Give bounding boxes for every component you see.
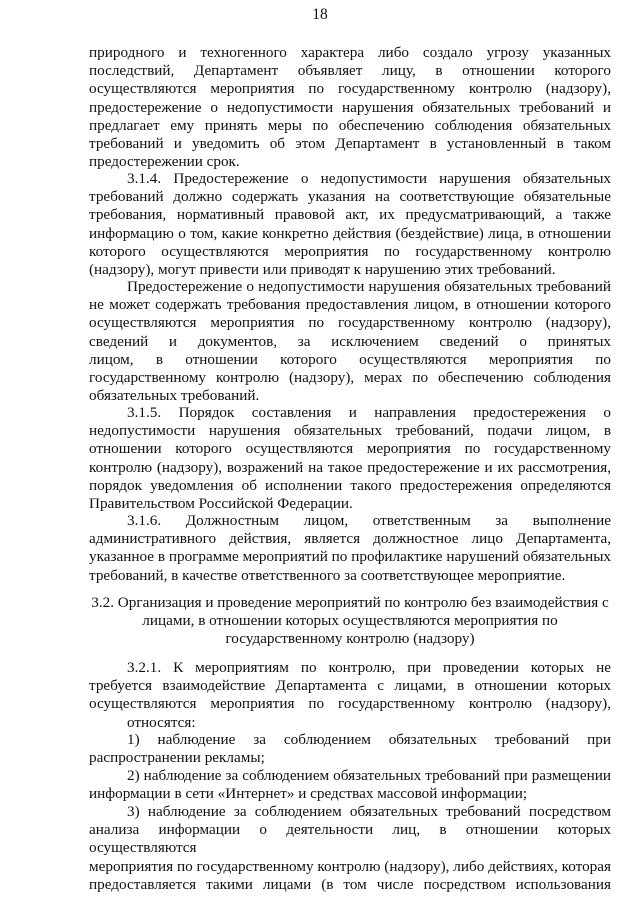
- text-line: предостережении срок.: [89, 153, 240, 171]
- text-line: порядок уведомления об исполнении такого предостережения определяются: [89, 476, 611, 494]
- text-line: (надзору), могут привести или приводят к нарушению этих требований.: [89, 261, 556, 279]
- text-line: 3.1.4. Предостережение о недопустимости нарушения обязательных: [127, 170, 611, 187]
- text-line: требуется взаимодействие Департамента с лицами, в отношении которых: [89, 677, 611, 695]
- text-line: информации в сети «Интернет» и средствах массовой информации;: [89, 785, 528, 803]
- text-line: 3) наблюдение за соблюдением обязательных требований посредством: [127, 803, 611, 820]
- text-line: предоставляется такими лицами (в том числе посредством использования: [89, 875, 611, 893]
- text-line: информацию о том, какие конкретно действия (бездействие) лица, в отношении: [89, 224, 611, 242]
- text-line: лицом, в отношении которого осуществляются мероприятия по: [89, 350, 611, 368]
- text-line: административного действия, является должностное лицо Департамента,: [89, 530, 611, 548]
- text-line: осуществляются мероприятия по государственному контролю (надзору),: [89, 314, 611, 332]
- paragraph-3-2-1: [89, 659, 611, 732]
- text-line: природного и техногенного характера либо создало угрозу указанных: [89, 44, 611, 61]
- paragraph-3-1-6: [89, 512, 611, 585]
- text-line: последствий, Департамент объявляет лицу, в отношении которого: [89, 62, 611, 80]
- page-number: 18: [312, 6, 328, 23]
- text-line: недопустимости нарушения обязательных требований, подачи лицом, в: [89, 422, 611, 440]
- text-line: 2) наблюдение за соблюдением обязательных требований при размещении: [127, 767, 611, 784]
- text-line: осуществляются мероприятия по государственному контролю (надзору),: [89, 695, 611, 713]
- text-line: требования, нормативный правовой акт, их предусматривающий, а также: [89, 206, 611, 224]
- heading-line: лицами, в отношении которых осуществляются мероприятия по: [142, 612, 558, 630]
- text-line: предостережение о недопустимости нарушения обязательных требований и: [89, 98, 611, 116]
- list-item-2: [89, 767, 611, 803]
- text-line: 1) наблюдение за соблюдением обязательных требований при: [127, 731, 611, 748]
- text-line: обязательных требований.: [89, 387, 260, 405]
- paragraph-continuation: [89, 44, 611, 171]
- text-line: осуществляются мероприятия по государственному контролю (надзору),: [89, 80, 611, 98]
- paragraph-3-1-5: [89, 404, 611, 513]
- text-line: 3.1.6. Должностным лицом, ответственным за выполнение: [127, 512, 611, 529]
- text-line: государственному контролю (надзору), мерах по обеспечению соблюдения: [89, 369, 611, 387]
- list-item-3: [89, 803, 611, 894]
- text-line: контролю (надзору), возражений на такое предостережение и их рассмотрения,: [89, 458, 611, 476]
- heading-line: 3.2. Организация и проведение мероприятий по контролю без взаимодействия с: [91, 594, 609, 611]
- text-line: относятся:: [127, 713, 196, 731]
- text-line: мероприятия по государственному контролю (надзору), либо действиях, которая: [89, 857, 611, 875]
- paragraph-3-1-4: [89, 170, 611, 279]
- heading-line: государственному контролю (надзору): [225, 630, 475, 648]
- text-line: 3.2.1. К мероприятиям по контролю, при проведении которых не: [127, 659, 611, 676]
- text-line: отношении которого осуществляются мероприятия по государственному: [89, 440, 611, 458]
- text-line: предлагает ему принять меры по обеспечению соблюдения обязательных: [89, 116, 611, 134]
- text-line: распространении рекламы;: [89, 749, 265, 767]
- paragraph-warning-content: [89, 278, 611, 405]
- text-line: указанное в программе мероприятий по профилактике нарушений обязательных: [89, 548, 611, 566]
- list-item-1: [89, 731, 611, 767]
- text-line: которого осуществляются мероприятия по государственному контролю: [89, 242, 611, 260]
- text-line: требований и уведомить об этом Департамент в установленный в таком: [89, 135, 611, 153]
- text-line: анализа информации о деятельности лиц, в отношении которых осуществляются: [89, 821, 611, 857]
- text-line: Правительством Российской Федерации.: [89, 495, 353, 513]
- text-line: сведений и документов, за исключением сведений о принятых: [89, 332, 611, 350]
- section-heading: [89, 594, 611, 649]
- text-line: требований должно содержать указания на соответствующие обязательные: [89, 188, 611, 206]
- text-line: Предостережение о недопустимости нарушения обязательных требований: [127, 278, 611, 295]
- text-line: не может содержать требования предоставления лицом, в отношении которого: [89, 296, 611, 314]
- text-line: 3.1.5. Порядок составления и направления предостережения о: [127, 404, 611, 421]
- text-line: требований, в качестве ответственного за соответствующее мероприятие.: [89, 566, 566, 584]
